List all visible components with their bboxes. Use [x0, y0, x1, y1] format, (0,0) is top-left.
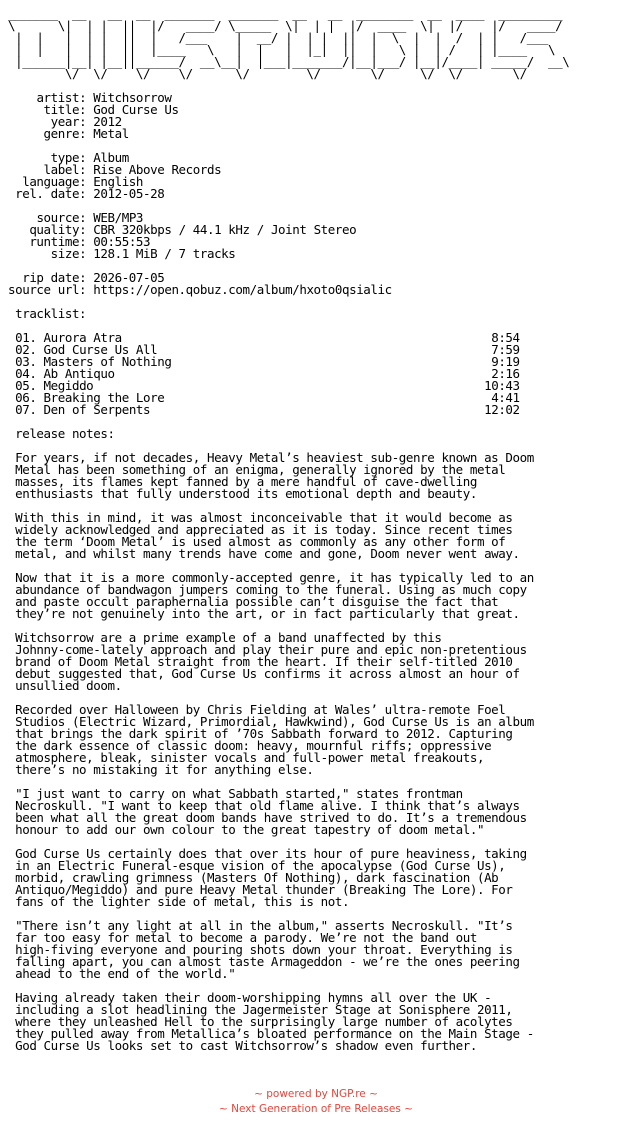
footer: [0, 1087, 632, 1117]
label-runtime: runtime:: [29, 234, 87, 249]
track-length: 4:41: [491, 390, 520, 405]
label-source-url: source url:: [8, 282, 87, 297]
track-number: 03.: [15, 354, 37, 369]
track-number: 06.: [15, 390, 37, 405]
value-genre: Metal: [93, 126, 129, 141]
release-notes-paragraph: "There isn’t any light at all in the album," asserts Necroskull. "It’s far too easy for metal to become a parody. We’re not the band out high-fiving everyone and pouring shots down your throat. Everything is falling apart, you can almost taste Armageddon - we’re the ones peering ahead to the end of the world.": [15, 918, 520, 981]
value-artist: Witchsorrow: [93, 90, 172, 105]
track-length: 12:02: [484, 402, 520, 417]
track-length: 2:16: [491, 366, 520, 381]
ascii-logo: _______ __ __ __ _______ _______ __ __ ________ __ ____ _________ \ \| | | || |/ ____/ \_____ \| | | |/ ____ \| |/ |/ ____/ | | | | | || | /___ | __/ | | | || | \ | | / | | /___ | | | | | || |____ \ | | | |_| || | \ | | / | |____ \ |______|__| |__||______/ __\__| |___|_______/|__|___/ |__|/____| _____/ __\ \/ \/ \/ \/ \/ \/ \/ \/ \/ \/: [8, 6, 570, 81]
value-type: Album: [93, 150, 129, 165]
label-language: language:: [22, 174, 87, 189]
value-rip-date: 2026-07-05: [93, 270, 165, 285]
value-label: Rise Above Records: [93, 162, 222, 177]
track-length: 7:59: [491, 342, 520, 357]
value-runtime: 00:55:53: [93, 234, 151, 249]
track-number: 04.: [15, 366, 37, 381]
track-number: 05.: [15, 378, 37, 393]
release-notes-paragraph: God Curse Us certainly does that over its hour of pure heaviness, taking in an Electric Funeral-esque vision of the apocalypse (God Curse Us), morbid, crawling grimness (Masters Of Nothing), dark fascination (Ab Antiquo/Megiddo) and pure Heavy Metal thunder (Breaking The Lore). For fans of the lighter side of metal, this is not.: [15, 846, 527, 909]
value-rel-date: 2012-05-28: [93, 186, 165, 201]
track-number: 02.: [15, 342, 37, 357]
value-quality: CBR 320kbps / 44.1 kHz / Joint Stereo: [93, 222, 357, 237]
label-size: size:: [50, 246, 87, 261]
release-notes-paragraph: With this in mind, it was almost inconceivable that it would become as widely acknowledged and appreciated as it is today. Since recent times the term ‘Doom Metal’ is used almost as commonly as any other form of metal, and whilst many trends have come and gone, Doom never went away.: [15, 510, 520, 561]
release-notes-paragraph: "I just want to carry on what Sabbath started," states frontman Necroskull. "I want to keep that old flame alive. I think that’s always been what all the great doom bands have strived to do. It’s a tremendous honour to add our own colour to the great tapestry of doom metal.": [15, 786, 527, 837]
track-title: Aurora Atra: [43, 330, 122, 345]
label-year: year:: [50, 114, 87, 129]
track-length: 10:43: [484, 378, 520, 393]
track-title: Masters of Nothing: [43, 354, 172, 369]
label-source: source:: [36, 210, 87, 225]
track-title: God Curse Us All: [43, 342, 158, 357]
label-genre: genre:: [43, 126, 87, 141]
release-notes-paragraph: Having already taken their doom-worshipping hymns all over the UK - including a slot headlining the Jagermeister Stage at Sonisphere 2011, where they unleashed Hell to the surprisingly large number of acolytes they pulled away from Metallica’s bloated performance on the Main Stage - God Curse Us looks set to cast Witchsorrow’s shadow even further.: [15, 990, 534, 1053]
tagline-link[interactable]: ~ Next Generation of Pre Releases ~: [219, 1103, 413, 1115]
track-length: 8:54: [491, 330, 520, 345]
track-title: Ab Antiquo: [43, 366, 115, 381]
label-label: label:: [43, 162, 87, 177]
track-title: Megiddo: [43, 378, 94, 393]
track-title: Breaking the Lore: [43, 390, 165, 405]
release-notes-paragraph: Now that it is a more commonly-accepted genre, it has typically led to an abundance of bandwagon jumpers coming to the funeral. Using as much copy and paste occult paraphernalia possible can’t disguise the fact that they’re not genuinely into the art, or in fact particularly that great.: [15, 570, 534, 621]
release-notes-heading: release notes:: [15, 426, 115, 441]
value-year: 2012: [93, 114, 122, 129]
label-artist: artist:: [36, 90, 87, 105]
tracklist-heading: tracklist:: [15, 306, 87, 321]
value-source-url: https://open.qobuz.com/album/hxoto0qsialic: [93, 282, 392, 297]
value-size: 128.1 MiB / 7 tracks: [93, 246, 236, 261]
label-title: title:: [43, 102, 87, 117]
value-language: English: [93, 174, 144, 189]
track-length: 9:19: [491, 354, 520, 369]
value-title: God Curse Us: [93, 102, 179, 117]
track-title: Den of Serpents: [43, 402, 151, 417]
value-source: WEB/MP3: [93, 210, 144, 225]
powered-by-link[interactable]: ~ powered by NGP.re ~: [254, 1088, 378, 1100]
track-number: 01.: [15, 330, 37, 345]
label-quality: quality:: [29, 222, 87, 237]
track-number: 07.: [15, 402, 37, 417]
release-notes-paragraph: Witchsorrow are a prime example of a band unaffected by this Johnny-come-lately approach and play their pure and epic non-pretentious brand of Doom Metal straight from the heart. If their self-titled 2010 debut suggested that, God Curse Us confirms it across almost an hour of unsullied doom.: [15, 630, 527, 693]
label-rel-date: rel. date:: [15, 186, 87, 201]
nfo-document: [8, 8, 624, 1064]
release-notes-paragraph: Recorded over Halloween by Chris Fielding at Wales’ ultra-remote Foel Studios (Electric Wizard, Primordial, Hawkwind), God Curse Us is an album that brings the dark spirit of ’70s Sabbath forward to 2012. Capturing the dark essence of classic doom: heavy, mournful riffs; oppressive atmosphere, bleak, sinister vocals and full-power metal freakouts, there’s no mistaking it for anything else.: [15, 702, 534, 777]
label-type: type:: [50, 150, 87, 165]
label-rip-date: rip date:: [22, 270, 87, 285]
release-notes-paragraph: For years, if not decades, Heavy Metal’s heaviest sub-genre known as Doom Metal has been something of an enigma, generally ignored by the metal masses, its flames kept fanned by a mere handful of cave-dwelling enthusiasts that fully understood its emotional depth and beauty.: [15, 450, 534, 501]
